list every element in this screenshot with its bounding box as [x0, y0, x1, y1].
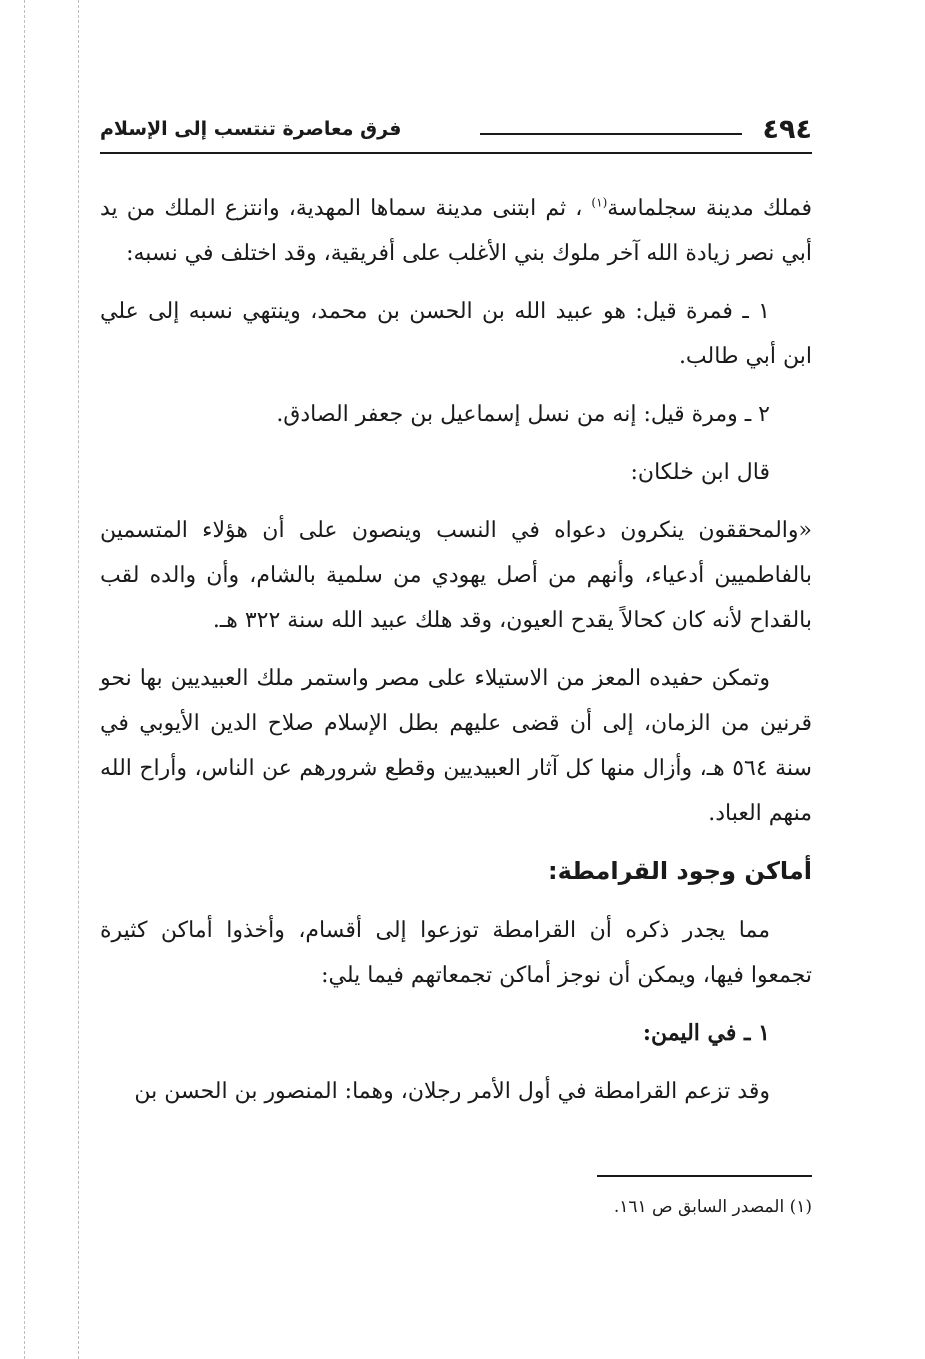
main-text: [100, 186, 812, 1127]
paragraph-yemen: وقد تزعم القرامطة في أول الأمر رجلان، وهما: المنصور بن الحسن بن: [134, 1079, 770, 1104]
paragraph-text: فملك مدينة سجلماسة: [607, 196, 812, 221]
list-item-lineage-2: ٢ ـ ومرة قيل: إنه من نسل إسماعيل بن جعفر الصادق.: [276, 402, 770, 427]
scan-margin-line-inner: [78, 0, 79, 1359]
paragraph-sijilmasa: [100, 186, 812, 276]
subheading-yemen: ١ ـ في اليمن:: [642, 1020, 770, 1046]
page-number: ٤٩٤: [762, 114, 812, 145]
header-rule: [480, 133, 742, 135]
footnote-rule: [597, 1175, 812, 1177]
running-title: فرق معاصرة تنتسب إلى الإسلام: [100, 118, 402, 140]
paragraph-muizz: وتمكن حفيده المعز من الاستيلاء على مصر واستمر ملك العبيديين بها نحو قرنين من الزمان، إلى أن قضى عليهم بطل الإسلام صلاح الدين الأيوبي في سنة ٥٦٤ هـ، وأزال منها كل آثار العبيديين وقطع شرورهم عن الناس، وأراح الله منهم العباد.: [100, 666, 812, 826]
page-header: [100, 112, 812, 152]
paragraph-ibn-khallikan: قال ابن خلكان:: [630, 460, 770, 485]
section-heading: أماكن وجود القرامطة:: [548, 857, 812, 885]
scan-margin-line-left: [24, 0, 25, 1359]
header-underline: [100, 152, 812, 154]
paragraph-text: ، ثم ابتنى مدينة سماها المهدية، وانتزع الملك من يد أبي نصر زيادة الله آخر ملوك بني الأغلب على أفريقية، وقد اختلف في نسبه:: [100, 196, 812, 266]
footnote: (١) المصدر السابق ص ١٦١.: [613, 1197, 812, 1217]
list-item-lineage-1: ١ ـ فمرة قيل: هو عبيد الله بن الحسن بن محمد، وينتهي نسبه إلى علي ابن أبي طالب.: [100, 299, 812, 369]
paragraph-places: مما يجدر ذكره أن القرامطة توزعوا إلى أقسام، وأخذوا أماكن كثيرة تجمعوا فيها، ويمكن أن نوجز أماكن تجمعاتهم فيما يلي:: [100, 918, 812, 988]
footnote-reference: (١): [591, 195, 608, 210]
quote-paragraph: «والمحققون ينكرون دعواه في النسب وينصون على أن هؤلاء المتسمين بالفاطميين أدعياء، وأنهم من أصل يهودي من سلمية بالشام، وأن والده لقب بالقداح لأنه كان كحالاً يقدح العيون، وقد هلك عبيد الله سنة ٣٢٢ هـ.: [100, 518, 812, 633]
